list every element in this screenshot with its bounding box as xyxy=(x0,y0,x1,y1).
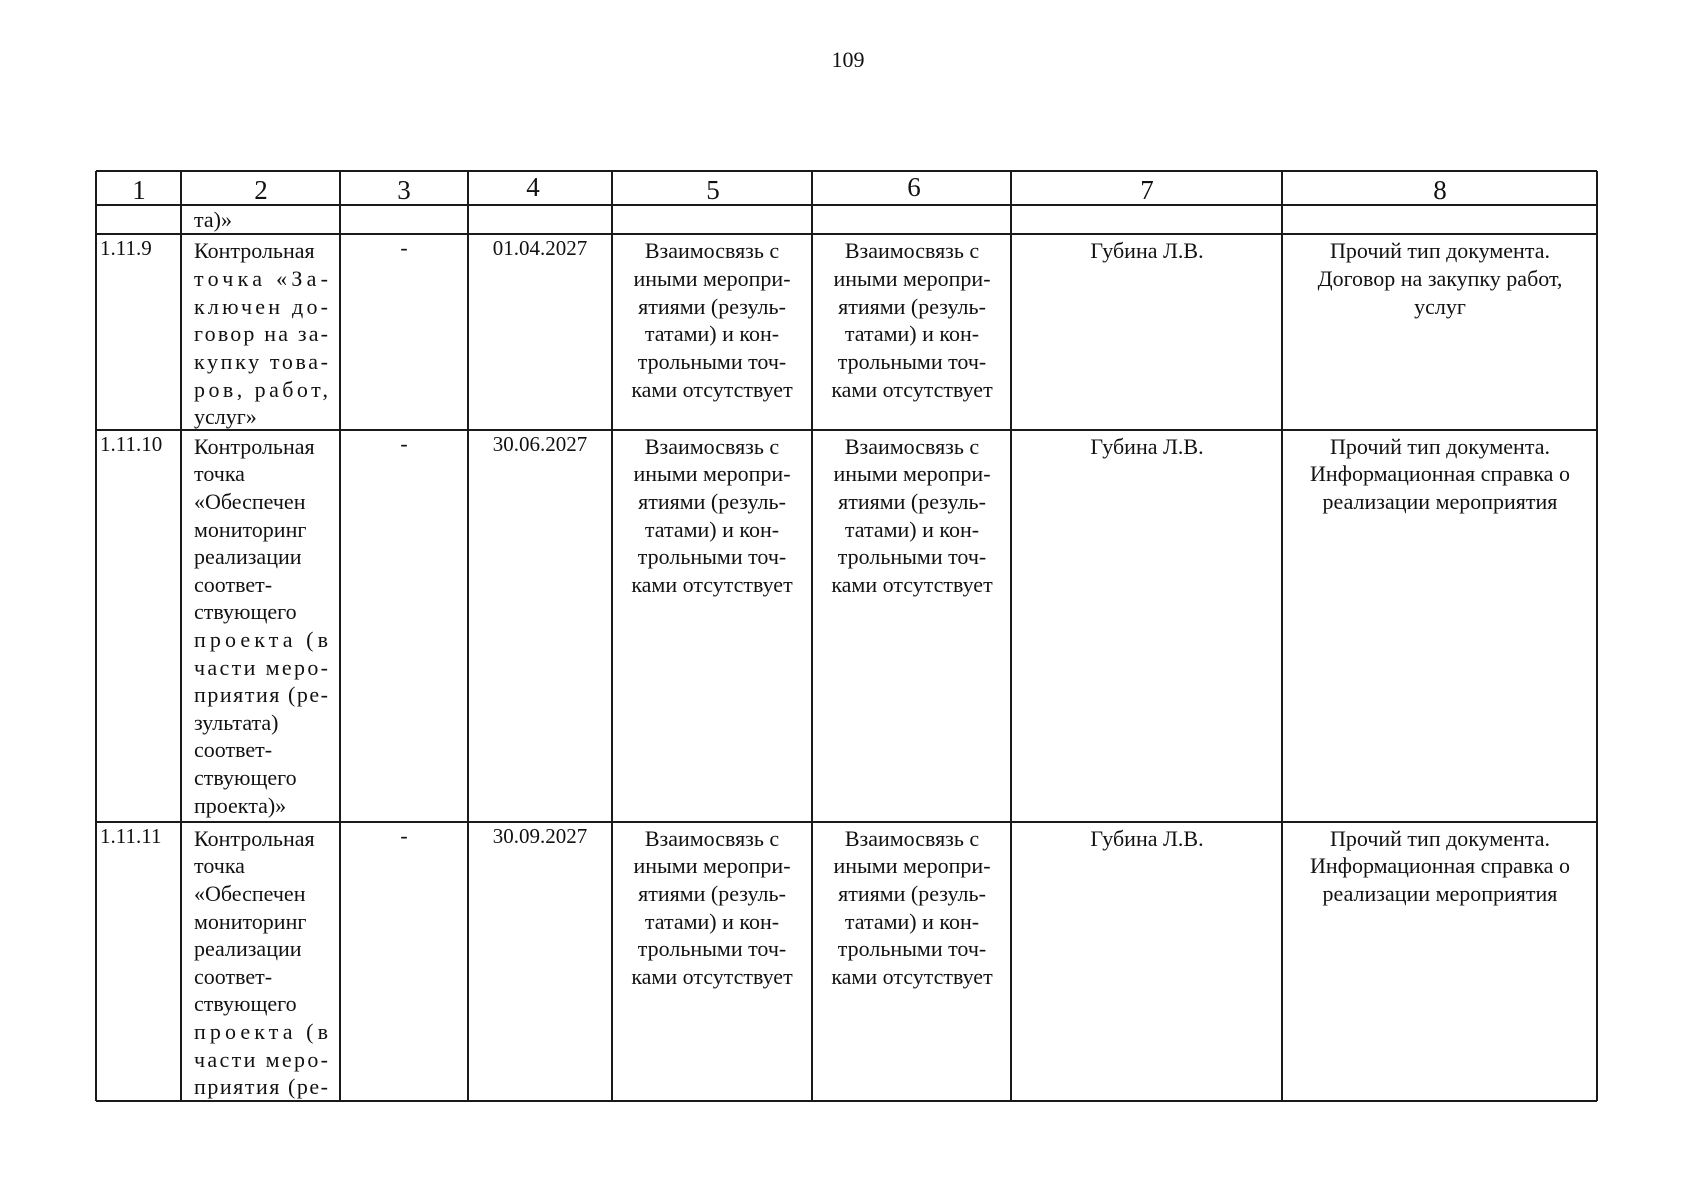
control-point-name xyxy=(194,434,328,818)
link-line: иными меропри- xyxy=(833,461,991,486)
header-cell-6: 6 xyxy=(907,172,921,202)
responsible-person: Губина Л.В. xyxy=(1090,826,1204,851)
document-type xyxy=(1310,826,1570,906)
link-line: иными меропри- xyxy=(633,461,791,486)
relationship-col5 xyxy=(631,238,793,402)
date-value: 30.09.2027 xyxy=(492,824,588,848)
row-number: 1.11.10 xyxy=(100,432,163,456)
link-line: татами) и кон- xyxy=(644,909,780,934)
name-line: точка xyxy=(194,853,245,878)
doc-line: Информационная справка о xyxy=(1310,853,1570,878)
name-line: мониторинг xyxy=(194,517,307,542)
name-line: проекта (в xyxy=(194,1019,328,1044)
col3-value: - xyxy=(400,823,408,848)
link-line: ками отсутствует xyxy=(631,377,793,402)
name-line: зультата) xyxy=(194,710,279,735)
link-line: татами) и кон- xyxy=(844,321,980,346)
name-line: услуг» xyxy=(194,404,257,429)
link-line: иными меропри- xyxy=(633,266,791,291)
name-line: говор на за- xyxy=(194,321,328,346)
link-line: Взаимосвязь с xyxy=(844,826,980,851)
link-line: Взаимосвязь с xyxy=(844,434,980,459)
table-row xyxy=(100,431,1570,818)
header-cell-1: 1 xyxy=(132,175,146,205)
row-number: 1.11.11 xyxy=(100,824,162,848)
link-line: ками отсутствует xyxy=(631,572,793,597)
name-line: Контрольная xyxy=(194,238,315,263)
link-line: трольными точ- xyxy=(637,936,787,961)
link-line: трольными точ- xyxy=(837,544,987,569)
link-line: трольными точ- xyxy=(637,544,787,569)
control-point-name xyxy=(194,238,328,429)
name-line: купку това- xyxy=(194,349,328,374)
link-line: ятиями (резуль- xyxy=(638,294,786,319)
link-line: татами) и кон- xyxy=(844,517,980,542)
link-line: ятиями (резуль- xyxy=(638,881,786,906)
name-line: ствующего xyxy=(194,991,297,1016)
col3-value: - xyxy=(400,431,408,456)
link-line: татами) и кон- xyxy=(844,909,980,934)
link-line: ятиями (резуль- xyxy=(838,489,986,514)
name-line: мониторинг xyxy=(194,909,307,934)
name-line: приятия (ре- xyxy=(194,682,328,707)
name-line: реализации xyxy=(194,936,302,961)
name-line: соответ- xyxy=(194,737,273,762)
link-line: иными меропри- xyxy=(833,266,991,291)
link-line: ятиями (резуль- xyxy=(838,881,986,906)
name-line: ствующего xyxy=(194,765,297,790)
name-line: ров, работ, xyxy=(194,377,328,402)
document-type xyxy=(1310,434,1570,514)
name-line: части меро- xyxy=(194,655,328,680)
responsible-person: Губина Л.В. xyxy=(1090,434,1204,459)
responsible-person: Губина Л.В. xyxy=(1090,238,1204,263)
name-line: «Обеспечен xyxy=(194,489,306,514)
link-line: ками отсутствует xyxy=(631,964,793,989)
name-line: проекта (в xyxy=(194,627,328,652)
continuation-row xyxy=(194,207,232,232)
header-cell-5: 5 xyxy=(706,175,720,205)
link-line: трольными точ- xyxy=(837,936,987,961)
doc-line: Договор на закупку работ, xyxy=(1317,266,1563,291)
name-line: реализации xyxy=(194,544,302,569)
link-line: ятиями (резуль- xyxy=(638,489,786,514)
relationship-col5 xyxy=(631,826,793,989)
name-line: части меро- xyxy=(194,1047,328,1072)
col3-value: - xyxy=(400,235,408,260)
header-cell-7: 7 xyxy=(1140,175,1154,205)
name-line: соответ- xyxy=(194,572,273,597)
header-cell-3: 3 xyxy=(397,175,411,205)
control-point-name xyxy=(194,826,328,1099)
link-line: Взаимосвязь с xyxy=(644,238,780,263)
relationship-col6 xyxy=(831,434,993,597)
relationship-col6 xyxy=(831,238,993,402)
link-line: Взаимосвязь с xyxy=(844,238,980,263)
header-cell-4: 4 xyxy=(526,172,540,202)
table-row xyxy=(100,823,1570,1099)
link-line: трольными точ- xyxy=(637,349,787,374)
header-cell-8: 8 xyxy=(1433,175,1447,205)
name-line: соответ- xyxy=(194,964,273,989)
link-line: иными меропри- xyxy=(833,853,991,878)
link-line: трольными точ- xyxy=(837,349,987,374)
name-line: приятия (ре- xyxy=(194,1074,328,1099)
doc-line: Прочий тип документа. xyxy=(1330,238,1550,263)
document-type xyxy=(1318,238,1563,319)
name-line: ствующего xyxy=(194,599,297,624)
name-line: проекта)» xyxy=(194,793,287,818)
name-line: Контрольная xyxy=(194,434,315,459)
page-number: 109 xyxy=(831,47,865,72)
link-line: ками отсутствует xyxy=(831,377,993,402)
continuation-text: та)» xyxy=(194,207,232,232)
row-number: 1.11.9 xyxy=(100,236,152,260)
link-line: иными меропри- xyxy=(633,853,791,878)
date-value: 30.06.2027 xyxy=(492,432,588,456)
doc-line: Прочий тип документа. xyxy=(1330,826,1550,851)
link-line: Взаимосвязь с xyxy=(644,434,780,459)
relationship-col5 xyxy=(631,434,793,597)
table-row xyxy=(100,235,1562,429)
link-line: Взаимосвязь с xyxy=(644,826,780,851)
relationship-col6 xyxy=(831,826,993,989)
name-line: Контрольная xyxy=(194,826,315,851)
link-line: ками отсутствует xyxy=(831,964,993,989)
doc-line: реализации мероприятия xyxy=(1322,489,1558,514)
link-line: ками отсутствует xyxy=(831,572,993,597)
doc-line: Прочий тип документа. xyxy=(1330,434,1550,459)
header-cell-2: 2 xyxy=(254,175,268,205)
link-line: татами) и кон- xyxy=(644,321,780,346)
name-line: «Обеспечен xyxy=(194,881,306,906)
doc-line: реализации мероприятия xyxy=(1322,881,1558,906)
link-line: татами) и кон- xyxy=(644,517,780,542)
doc-line: услуг xyxy=(1414,294,1466,319)
table-header-row xyxy=(132,172,1447,205)
doc-line: Информационная справка о xyxy=(1310,461,1570,486)
name-line: точка xyxy=(194,461,245,486)
link-line: ятиями (резуль- xyxy=(838,294,986,319)
schedule-table xyxy=(96,171,1597,1101)
name-line: ключен до- xyxy=(194,294,328,319)
date-value: 01.04.2027 xyxy=(492,236,588,260)
name-line: точка «За- xyxy=(194,266,328,291)
